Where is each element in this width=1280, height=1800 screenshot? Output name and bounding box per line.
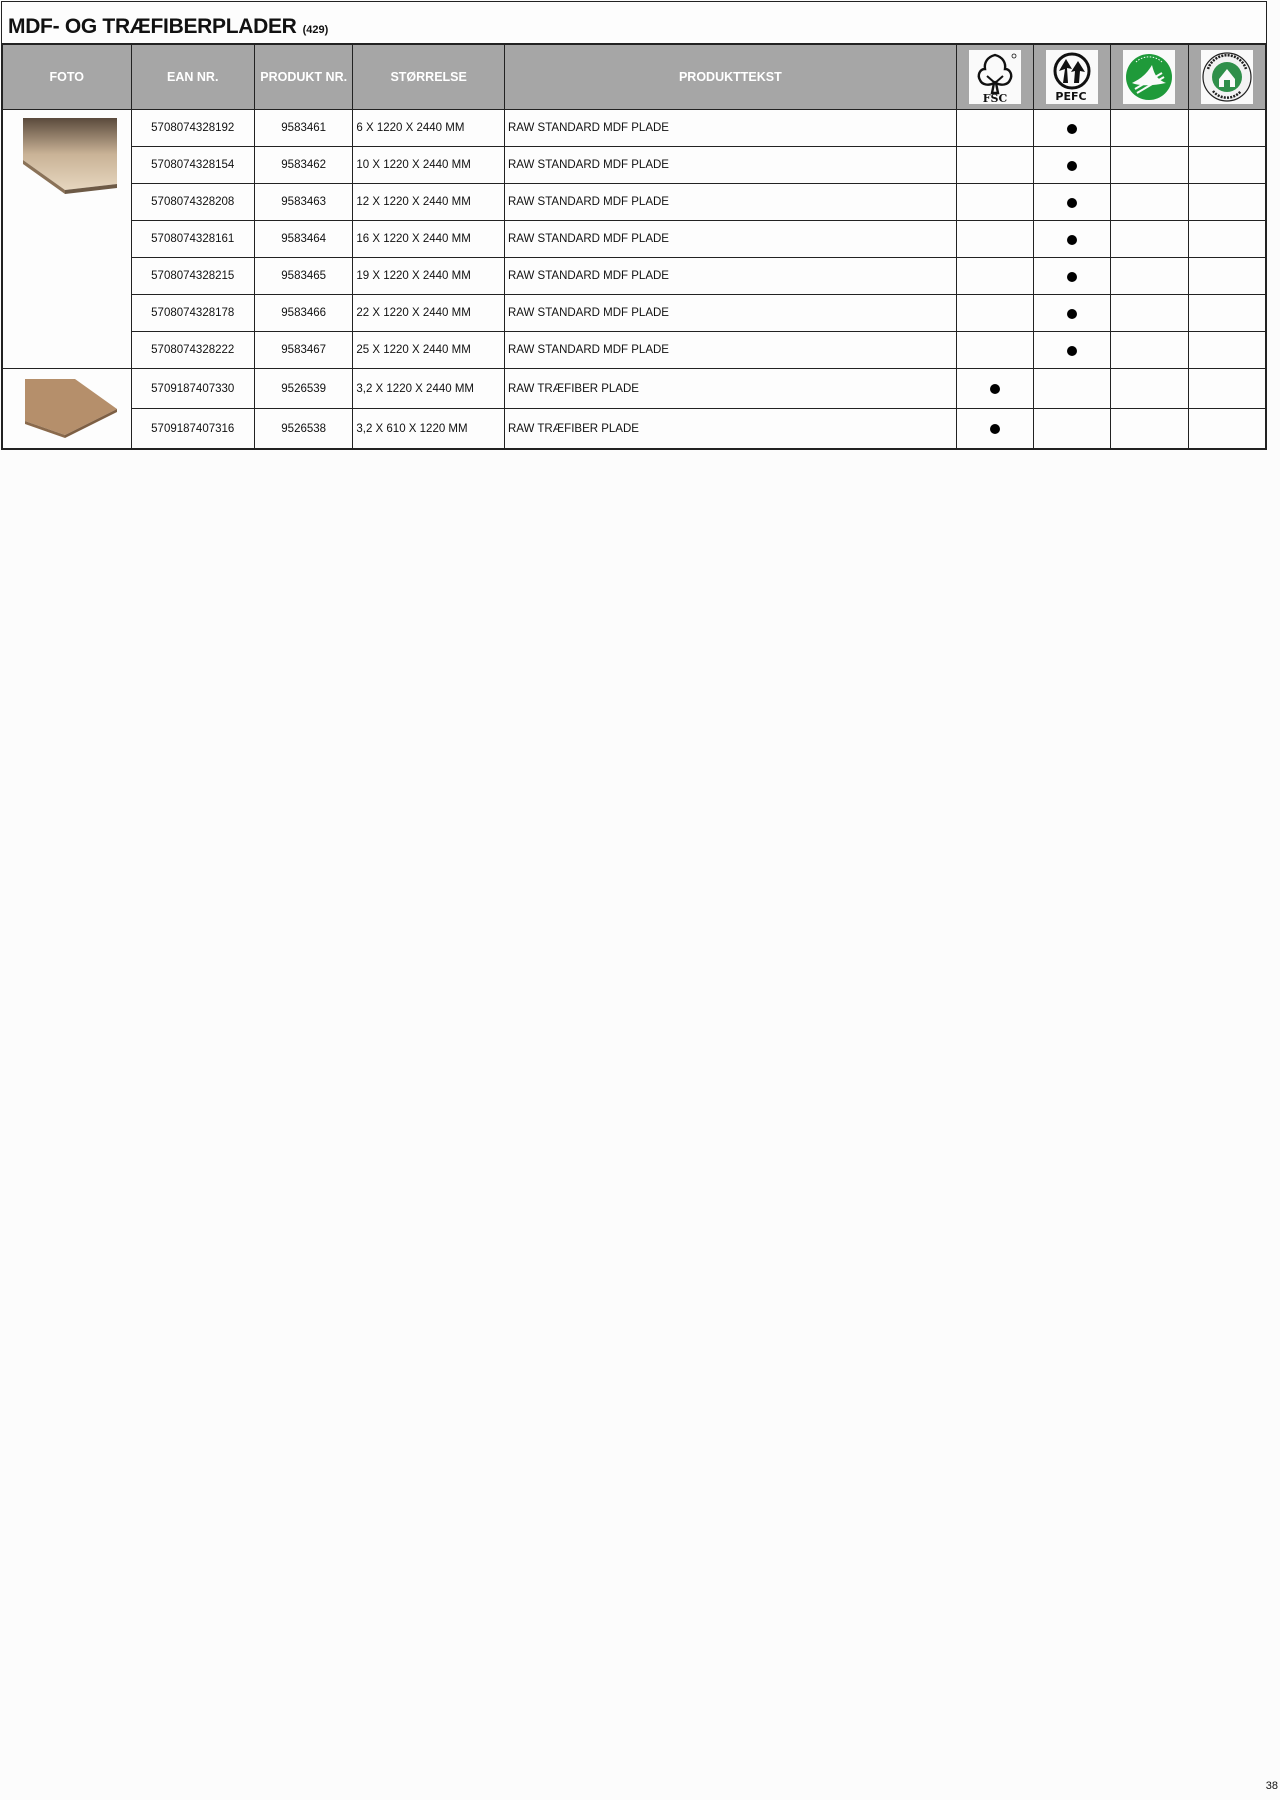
col-svanemaerket — [1111, 45, 1188, 110]
fsc-mark-cell — [956, 295, 1033, 332]
col-produkttekst: PRODUKTTEKST — [504, 45, 956, 110]
product-table — [2, 44, 1266, 449]
pefc-mark-cell — [1034, 110, 1111, 147]
certified-dot-icon — [1067, 235, 1077, 245]
table-row — [3, 295, 1266, 332]
fsc-mark-cell — [956, 147, 1033, 184]
produkt-cell: 9583466 — [254, 295, 352, 332]
storrelse-cell: 16 X 1220 X 2440 MM — [353, 221, 505, 258]
ean-cell: 5708074328154 — [131, 147, 254, 184]
produkttekst-cell: RAW TRÆFIBER PLADE — [504, 369, 956, 409]
indoor-mark-cell — [1188, 409, 1265, 449]
indoor-mark-cell — [1188, 369, 1265, 409]
indoor-mark-cell — [1188, 258, 1265, 295]
fsc-mark-cell — [956, 409, 1033, 449]
svane-mark-cell — [1111, 295, 1188, 332]
produkttekst-cell: RAW STANDARD MDF PLADE — [504, 110, 956, 147]
produkttekst-cell: RAW TRÆFIBER PLADE — [504, 409, 956, 449]
certified-dot-icon — [1067, 309, 1077, 319]
indoor-mark-cell — [1188, 332, 1265, 369]
col-ean: EAN NR. — [131, 45, 254, 110]
col-storrelse: STØRRELSE — [353, 45, 505, 110]
indoor-mark-cell — [1188, 147, 1265, 184]
svane-mark-cell — [1111, 110, 1188, 147]
pefc-mark-cell — [1034, 258, 1111, 295]
svane-mark-cell — [1111, 147, 1188, 184]
svane-mark-cell — [1111, 184, 1188, 221]
pefc-mark-cell — [1034, 369, 1111, 409]
produkt-cell: 9526539 — [254, 369, 352, 409]
certified-dot-icon — [990, 384, 1000, 394]
indoor-mark-cell — [1188, 295, 1265, 332]
produkttekst-cell: RAW STANDARD MDF PLADE — [504, 221, 956, 258]
produkt-cell: 9583467 — [254, 332, 352, 369]
produkt-cell: 9583462 — [254, 147, 352, 184]
storrelse-cell: 3,2 X 1220 X 2440 MM — [353, 369, 505, 409]
produkt-cell: 9526538 — [254, 409, 352, 449]
mdf-board-image — [3, 110, 127, 200]
ean-cell: 5709187407316 — [131, 409, 254, 449]
page-title: MDF- OG TRÆFIBERPLADER — [8, 15, 297, 38]
ean-cell: 5708074328161 — [131, 221, 254, 258]
col-produkt: PRODUKT NR. — [254, 45, 352, 110]
certified-dot-icon — [990, 424, 1000, 434]
storrelse-cell: 12 X 1220 X 2440 MM — [353, 184, 505, 221]
table-row — [3, 147, 1266, 184]
certified-dot-icon — [1067, 272, 1077, 282]
produkttekst-cell: RAW STANDARD MDF PLADE — [504, 258, 956, 295]
svane-mark-cell — [1111, 369, 1188, 409]
certified-dot-icon — [1067, 198, 1077, 208]
ean-cell: 5708074328222 — [131, 332, 254, 369]
certified-dot-icon — [1067, 346, 1077, 356]
storrelse-cell: 10 X 1220 X 2440 MM — [353, 147, 505, 184]
svane-mark-cell — [1111, 332, 1188, 369]
certified-dot-icon — [1067, 161, 1077, 171]
table-row — [3, 221, 1266, 258]
table-row — [3, 184, 1266, 221]
pefc-logo-text: PEFC — [1055, 90, 1087, 103]
page-number: 38 — [1265, 1780, 1278, 1792]
ean-cell: 5708074328192 — [131, 110, 254, 147]
storrelse-cell: 6 X 1220 X 2440 MM — [353, 110, 505, 147]
fsc-mark-cell — [956, 110, 1033, 147]
svane-mark-cell — [1111, 409, 1188, 449]
storrelse-cell: 22 X 1220 X 2440 MM — [353, 295, 505, 332]
pefc-mark-cell — [1034, 409, 1111, 449]
pefc-mark-cell — [1034, 147, 1111, 184]
pefc-mark-cell — [1034, 184, 1111, 221]
ean-cell: 5708074328208 — [131, 184, 254, 221]
table-row — [3, 258, 1266, 295]
indoor-mark-cell — [1188, 110, 1265, 147]
ean-cell: 5709187407330 — [131, 369, 254, 409]
table-row — [3, 110, 1266, 147]
fsc-mark-cell — [956, 221, 1033, 258]
pefc-mark-cell — [1034, 332, 1111, 369]
produkttekst-cell: RAW STANDARD MDF PLADE — [504, 295, 956, 332]
pefc-mark-cell — [1034, 295, 1111, 332]
indoor-mark-cell — [1188, 184, 1265, 221]
produkttekst-cell: RAW STANDARD MDF PLADE — [504, 332, 956, 369]
fsc-mark-cell — [956, 184, 1033, 221]
col-indoor-climate — [1188, 45, 1265, 110]
produkttekst-cell: RAW STANDARD MDF PLADE — [504, 147, 956, 184]
fsc-logo-text: FSC — [982, 92, 1008, 105]
nordic-swan-logo-icon — [1122, 49, 1176, 105]
table-header-row — [3, 45, 1266, 110]
ean-cell: 5708074328178 — [131, 295, 254, 332]
produkttekst-cell: RAW STANDARD MDF PLADE — [504, 184, 956, 221]
produkt-cell: 9583465 — [254, 258, 352, 295]
product-sheet — [1, 1, 1267, 450]
fsc-mark-cell — [956, 332, 1033, 369]
table-row — [3, 409, 1266, 449]
pefc-mark-cell — [1034, 221, 1111, 258]
svane-mark-cell — [1111, 258, 1188, 295]
col-foto: FOTO — [3, 45, 132, 110]
produkt-cell: 9583464 — [254, 221, 352, 258]
storrelse-cell: 25 X 1220 X 2440 MM — [353, 332, 505, 369]
certified-dot-icon — [1067, 124, 1077, 134]
indoor-climate-label-icon — [1200, 49, 1254, 105]
table-row — [3, 369, 1266, 409]
svane-mark-cell — [1111, 221, 1188, 258]
produkt-cell: 9583463 — [254, 184, 352, 221]
pefc-logo-icon — [1045, 49, 1099, 105]
fsc-mark-cell — [956, 369, 1033, 409]
table-row — [3, 332, 1266, 369]
storrelse-cell: 19 X 1220 X 2440 MM — [353, 258, 505, 295]
fsc-mark-cell — [956, 258, 1033, 295]
title-bar — [2, 2, 1266, 44]
indoor-mark-cell — [1188, 221, 1265, 258]
fiberboard-image — [3, 369, 127, 445]
fsc-logo-icon — [968, 49, 1022, 105]
fiberboard-photo — [3, 369, 132, 449]
col-pefc — [1034, 45, 1111, 110]
storrelse-cell: 3,2 X 610 X 1220 MM — [353, 409, 505, 449]
produkt-cell: 9583461 — [254, 110, 352, 147]
mdf-board-photo — [3, 110, 132, 369]
title-count: (429) — [302, 24, 329, 36]
ean-cell: 5708074328215 — [131, 258, 254, 295]
col-fsc — [956, 45, 1033, 110]
